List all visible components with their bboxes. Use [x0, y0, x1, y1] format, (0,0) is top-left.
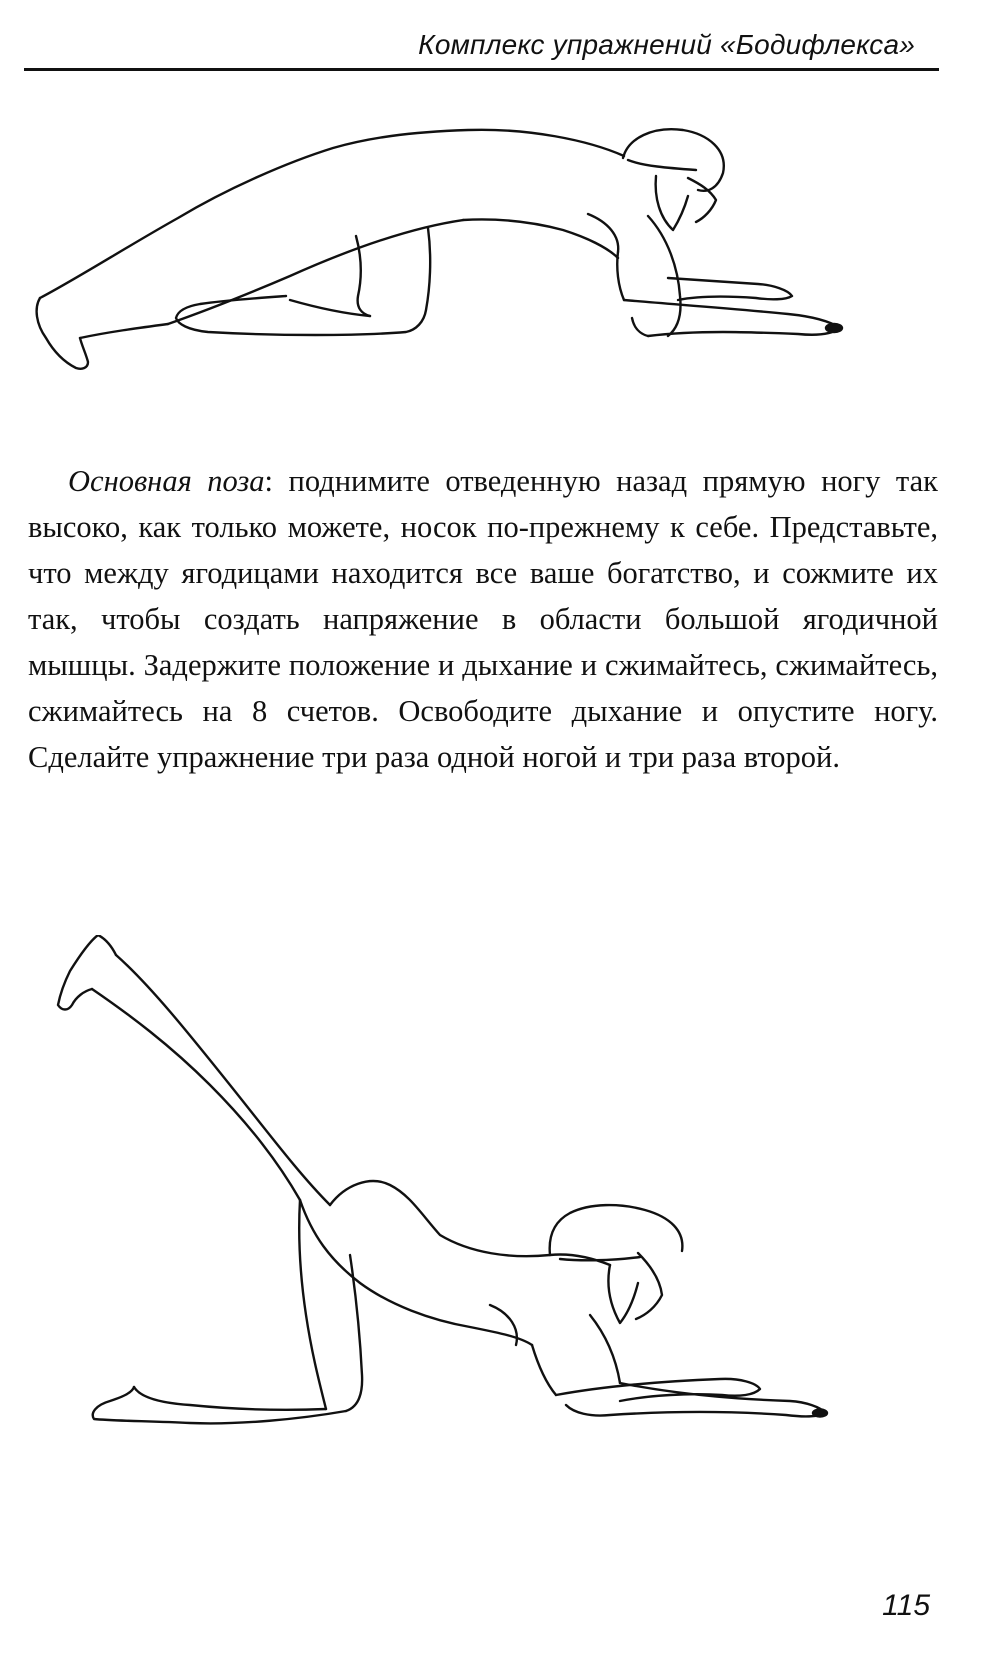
description-text: : поднимите отведенную назад прямую ногу так высоко, как только можете, носок по-прежнему к себе. Представьте, что между ягодицами находится все ваше богатство, и сожмите их так, чтобы создать напряжение в области большой ягодичной мышцы. Задержите положение и дыхание и сжимайтесь, сжимайтесь, сжимайтесь на 8 счетов. Освободите дыхание и опустите ногу. Сделайте упражнение три раза одной ногой и три раза второй.	[28, 464, 938, 774]
illustration-leg-extended	[28, 118, 908, 408]
lead-label: Основная поза	[68, 464, 265, 498]
header-rule	[24, 68, 939, 71]
exercise-description	[28, 458, 938, 780]
page-number: 115	[882, 1589, 930, 1622]
illustration-leg-raised	[50, 935, 930, 1505]
running-title: Комплекс упражнений «Бодифлекса»	[418, 29, 915, 60]
